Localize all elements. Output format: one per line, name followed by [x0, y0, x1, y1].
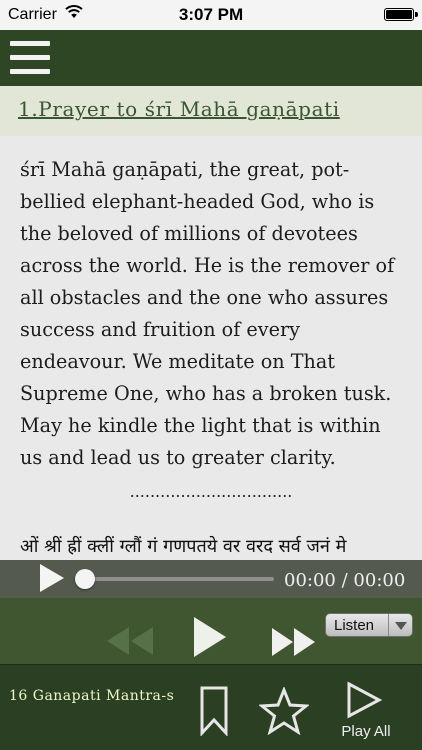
- play-all-button[interactable]: [334, 681, 398, 743]
- listen-mode-value: Listen: [334, 617, 375, 634]
- time-readout: [284, 570, 405, 591]
- progress-knob[interactable]: [75, 569, 95, 589]
- fast-forward-icon[interactable]: [272, 628, 316, 656]
- big-play-icon[interactable]: [194, 617, 226, 657]
- listen-mode-select[interactable]: [325, 613, 413, 637]
- progress-track[interactable]: [84, 577, 274, 581]
- sanskrit-verse: ओं श्रीं ह्रीं क्लीं ग्लौं गं गणपतये वर वरद सर्व जनं मे: [20, 536, 347, 557]
- prayer-description: śrī Mahā gaṇāpati, the great, pot-bellied elephant-headed God, who is the beloved of millions of devotees across the world. He is the remover of all obstacles and the one who assures success and fruition of every endeavour. We meditate on That Supreme One, who has a broken tusk. May he kindle the light that is within us and lead us to greater clarity.: [20, 158, 395, 469]
- select-divider: [388, 614, 389, 636]
- hamburger-menu-icon[interactable]: [10, 41, 50, 75]
- play-all-icon: [346, 681, 382, 719]
- status-time: 3:07 PM: [178, 5, 244, 24]
- current-time: 00:00: [284, 570, 336, 591]
- prayer-title: 1.Prayer to śrī Mahā gaṇāpati: [18, 97, 340, 121]
- prayer-content[interactable]: [0, 136, 422, 560]
- collection-title: 16 Ganapati Mantra-s: [9, 688, 175, 704]
- play-all-label: Play All: [341, 723, 391, 740]
- rewind-icon[interactable]: [107, 627, 153, 655]
- battery-icon: [384, 8, 414, 21]
- separator-dots: ................................: [129, 482, 293, 501]
- chevron-down-icon: [395, 622, 407, 630]
- carrier-label: Carrier: [8, 6, 57, 23]
- status-bar: [0, 0, 422, 30]
- play-icon[interactable]: [40, 564, 64, 592]
- time-separator: /: [341, 570, 348, 591]
- total-time: 00:00: [353, 570, 406, 591]
- title-band: [0, 86, 422, 136]
- bookmark-icon[interactable]: [199, 686, 229, 736]
- star-icon[interactable]: [259, 687, 309, 735]
- top-bar: [0, 30, 422, 86]
